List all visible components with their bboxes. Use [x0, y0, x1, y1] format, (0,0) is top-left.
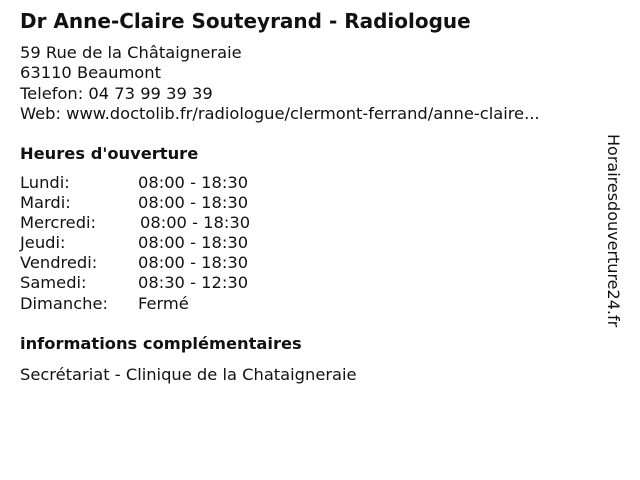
day-label: Mardi: [20, 193, 71, 213]
day-hours: 08:00 - 18:30 [138, 193, 249, 213]
day-hours: Fermé [138, 293, 189, 313]
info-text: Secrétariat - Clinique de la Chataigneraie [20, 365, 357, 384]
day-hours: 08:00 - 18:30 [138, 253, 249, 273]
day-label: Dimanche: [20, 293, 108, 313]
page-title: Dr Anne-Claire Souteyrand - Radiologue [20, 9, 471, 33]
hours-heading: Heures d'ouverture [20, 144, 199, 163]
street-address: 59 Rue de la Châtaigneraie [20, 43, 242, 62]
day-label: Samedi: [20, 273, 87, 293]
day-label: Jeudi: [20, 233, 66, 253]
day-label: Mercredi: [20, 213, 97, 233]
phone-number[interactable]: Telefon: 04 73 99 39 39 [20, 83, 213, 103]
day-label: Vendredi: [20, 253, 98, 273]
city-postal: 63110 Beaumont [20, 63, 161, 83]
website-link[interactable]: Web: www.doctolib.fr/radiologue/clermont-ferrand/anne-claire... [20, 103, 540, 123]
day-hours: 08:30 - 12:30 [138, 273, 249, 293]
info-heading: informations complémentaires [20, 334, 302, 353]
day-hours: 08:00 - 18:30 [140, 213, 251, 233]
contact-block [20, 43, 540, 124]
day-label: Lundi: [20, 173, 70, 192]
site-watermark: Horairesdouverture24.fr [604, 134, 623, 328]
day-hours: 08:00 - 18:30 [138, 233, 249, 253]
day-hours: 08:00 - 18:30 [138, 173, 249, 192]
